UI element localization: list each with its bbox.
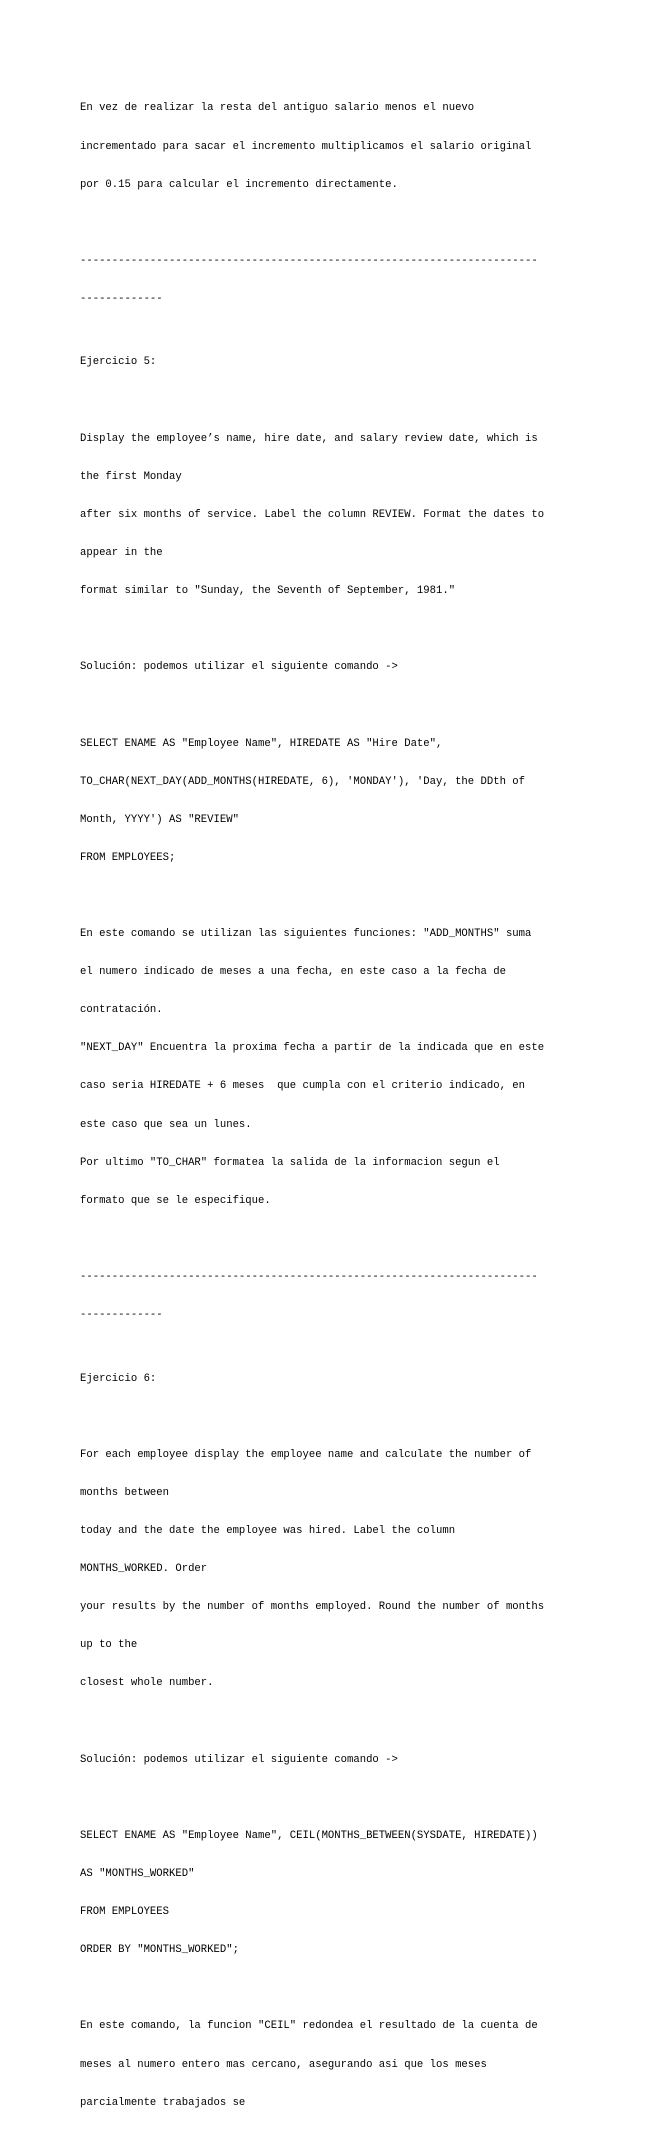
exercise-6-code: SELECT ENAME AS "Employee Name", CEIL(MONTHS_BETWEEN(SYSDATE, HIREDATE)) AS "MONTHS_WORKED" FROM EMPLOYEES ORDER BY "MONTHS_WORKED"; xyxy=(80,1829,538,1957)
separator-line: ------------------------------------------------------------------------ ------------- xyxy=(80,254,538,305)
text-line: En vez de realizar la resta del antiguo salario menos el nuevo xyxy=(80,102,475,115)
intro-paragraph xyxy=(80,77,580,217)
exercise-6-statement: For each employee display the employee name and calculate the number of months between today and the date the employee was hired. Label the column MONTHS_WORKED. Order your results by the number of months employed. Round the number of months up to the closest whole number. xyxy=(80,1448,545,1690)
exercise-6-explanation: En este comando, la funcion "CEIL" redondea el resultado de la cuenta de meses al numero entero mas cercano, asegurando asi que los meses parcialmente trabajados se xyxy=(80,2020,538,2109)
document-page xyxy=(80,77,580,2147)
exercise-5-title: Ejercicio 5: xyxy=(80,356,157,369)
text-line: incrementado para sacar el incremento multiplicamos el salario original xyxy=(80,140,532,153)
exercise-6-solution-intro: Solución: podemos utilizar el siguiente comando -> xyxy=(80,1753,398,1766)
exercise-5-solution-intro: Solución: podemos utilizar el siguiente comando -> xyxy=(80,661,398,674)
separator-line: ------------------------------------------------------------------------ ------------- xyxy=(80,1271,538,1322)
exercise-5-statement: Display the employee’s name, hire date, and salary review date, which is the first Monday after six months of service. Label the column REVIEW. Format the dates to appear in the format similar to "Sunday, the Seventh of September, 1981." xyxy=(80,432,545,598)
text-line: por 0.15 para calcular el incremento directamente. xyxy=(80,178,398,191)
exercise-5-explanation: En este comando se utilizan las siguientes funciones: "ADD_MONTHS" suma el numero indicado de meses a una fecha, en este caso a la fecha de contratación. "NEXT_DAY" Encuentra la proxima fecha a partir de la indicada que en este caso seria HIREDATE + 6 meses que cumpla con el criterio indicado, en este caso que sea un lunes. Por ultimo "TO_CHAR" formatea la salida de la informacion segun el formato que se le especifique. xyxy=(80,928,545,1207)
exercise-5-code: SELECT ENAME AS "Employee Name", HIREDATE AS "Hire Date", TO_CHAR(NEXT_DAY(ADD_MONTHS(HIREDATE, 6), 'MONDAY'), 'Day, the DDth of Month, YYYY') AS "REVIEW" FROM EMPLOYEES; xyxy=(80,737,526,864)
exercise-6-title: Ejercicio 6: xyxy=(80,1372,157,1385)
